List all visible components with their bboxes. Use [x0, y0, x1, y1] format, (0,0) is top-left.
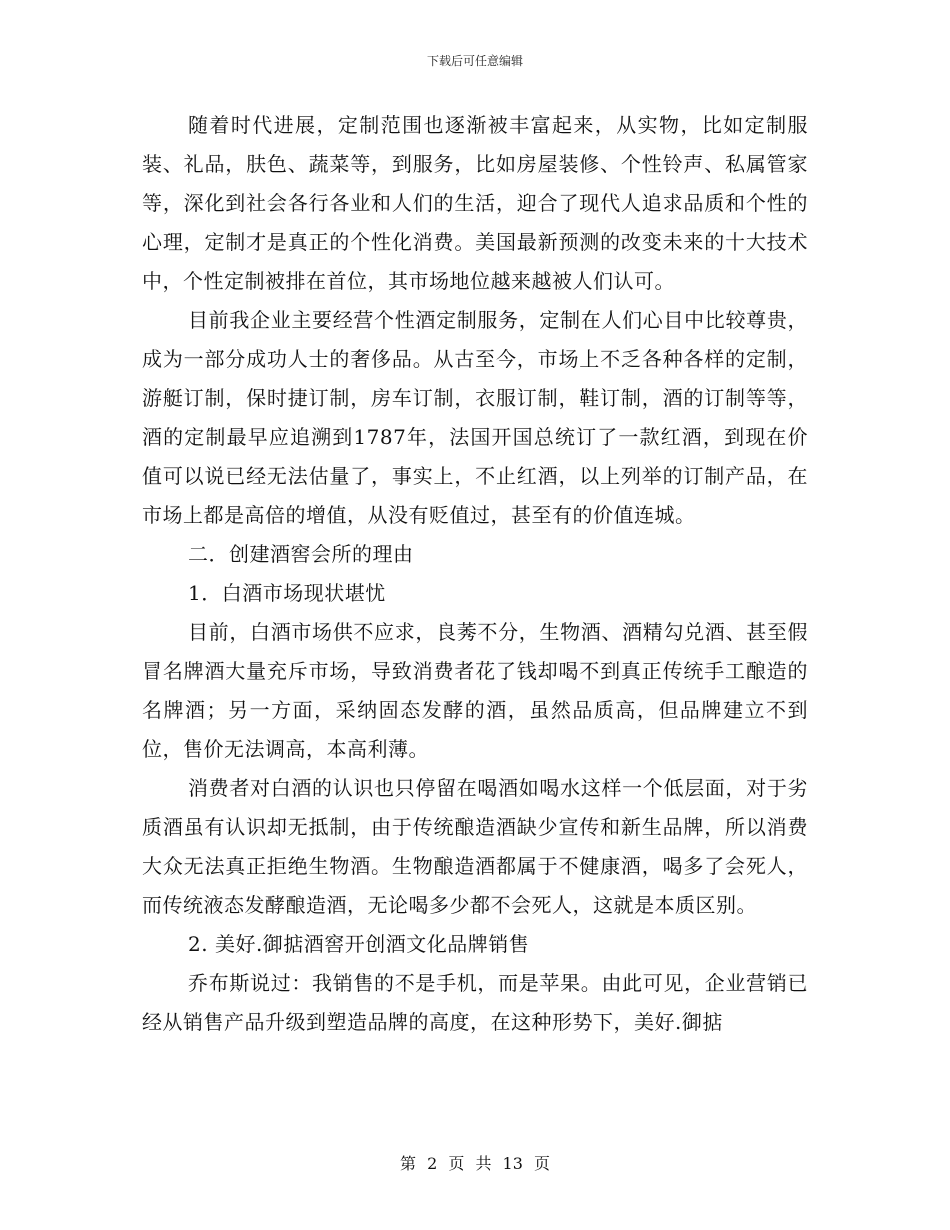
page-number-footer: 第 2 页 共 13 页 — [400, 1154, 550, 1173]
subheading-brand-sales: 2. 美好.御掂酒窖开创酒文化品牌销售 — [188, 932, 530, 956]
page-header: 下载后可任意编辑 — [426, 54, 523, 68]
paragraph-customization-trend: 随着时代进展，定制范围也逐渐被丰富起来，从实物，比如定制服装、礼品，肤色、蔬菜等，到服务，比如房屋装修、个性铃声、私属管家等，深化到社会各行各业和人们的生活，迎合了现代人追求品质和个性的心理，定制才是真正的个性化消费。美国最新预测的改变未来的十大技术中，个性定制被排在首位，其市场地位越来越被人们认可。 — [142, 113, 808, 293]
paragraph-market-problems: 目前，白酒市场供不应求，良莠不分，生物酒、酒精勾兑酒、甚至假冒名牌酒大量充斥市场，导致消费者花了钱却喝不到真正传统手工酿造的名牌酒；另一方面，采纳固态发酵的酒，虽然品质高，但品牌建立不到位，售价无法调高，本高利薄。 — [142, 620, 808, 761]
section-heading-reasons: 二．创建酒窖会所的理由 — [188, 542, 414, 566]
paragraph-jobs-quote: 乔布斯说过：我销售的不是手机，而是苹果。由此可见，企业营销已经从销售产品升级到塑造品牌的高度，在这种形势下，美好.御掂 — [142, 971, 808, 1034]
subheading-market-status: 1．白酒市场现状堪忧 — [188, 581, 386, 605]
paragraph-consumer-awareness: 消费者对白酒的认识也只停留在喝酒如喝水这样一个低层面，对于劣质酒虽有认识却无抵制，由于传统酿造酒缺少宣传和新生品牌，所以消费大众无法真正拒绝生物酒。生物酿造酒都属于不健康酒，喝多了会死人，而传统液态发酵酿造酒，无论喝多少都不会死人，这就是本质区别。 — [142, 776, 808, 917]
paragraph-company-business: 目前我企业主要经营个性酒定制服务，定制在人们心目中比较尊贵，成为一部分成功人士的奢侈品。从古至今，市场上不乏各种各样的定制，游艇订制，保时捷订制，房车订制，衣服订制，鞋订制，酒的订制等等，酒的定制最早应追溯到1787年，法国开国总统订了一款红酒，到现在价值可以说已经无法估量了，事实上，不止红酒，以上列举的订制产品，在市场上都是高倍的增值，从没有贬值过，甚至有的价值连城。 — [142, 308, 808, 527]
document-body — [142, 106, 808, 1042]
